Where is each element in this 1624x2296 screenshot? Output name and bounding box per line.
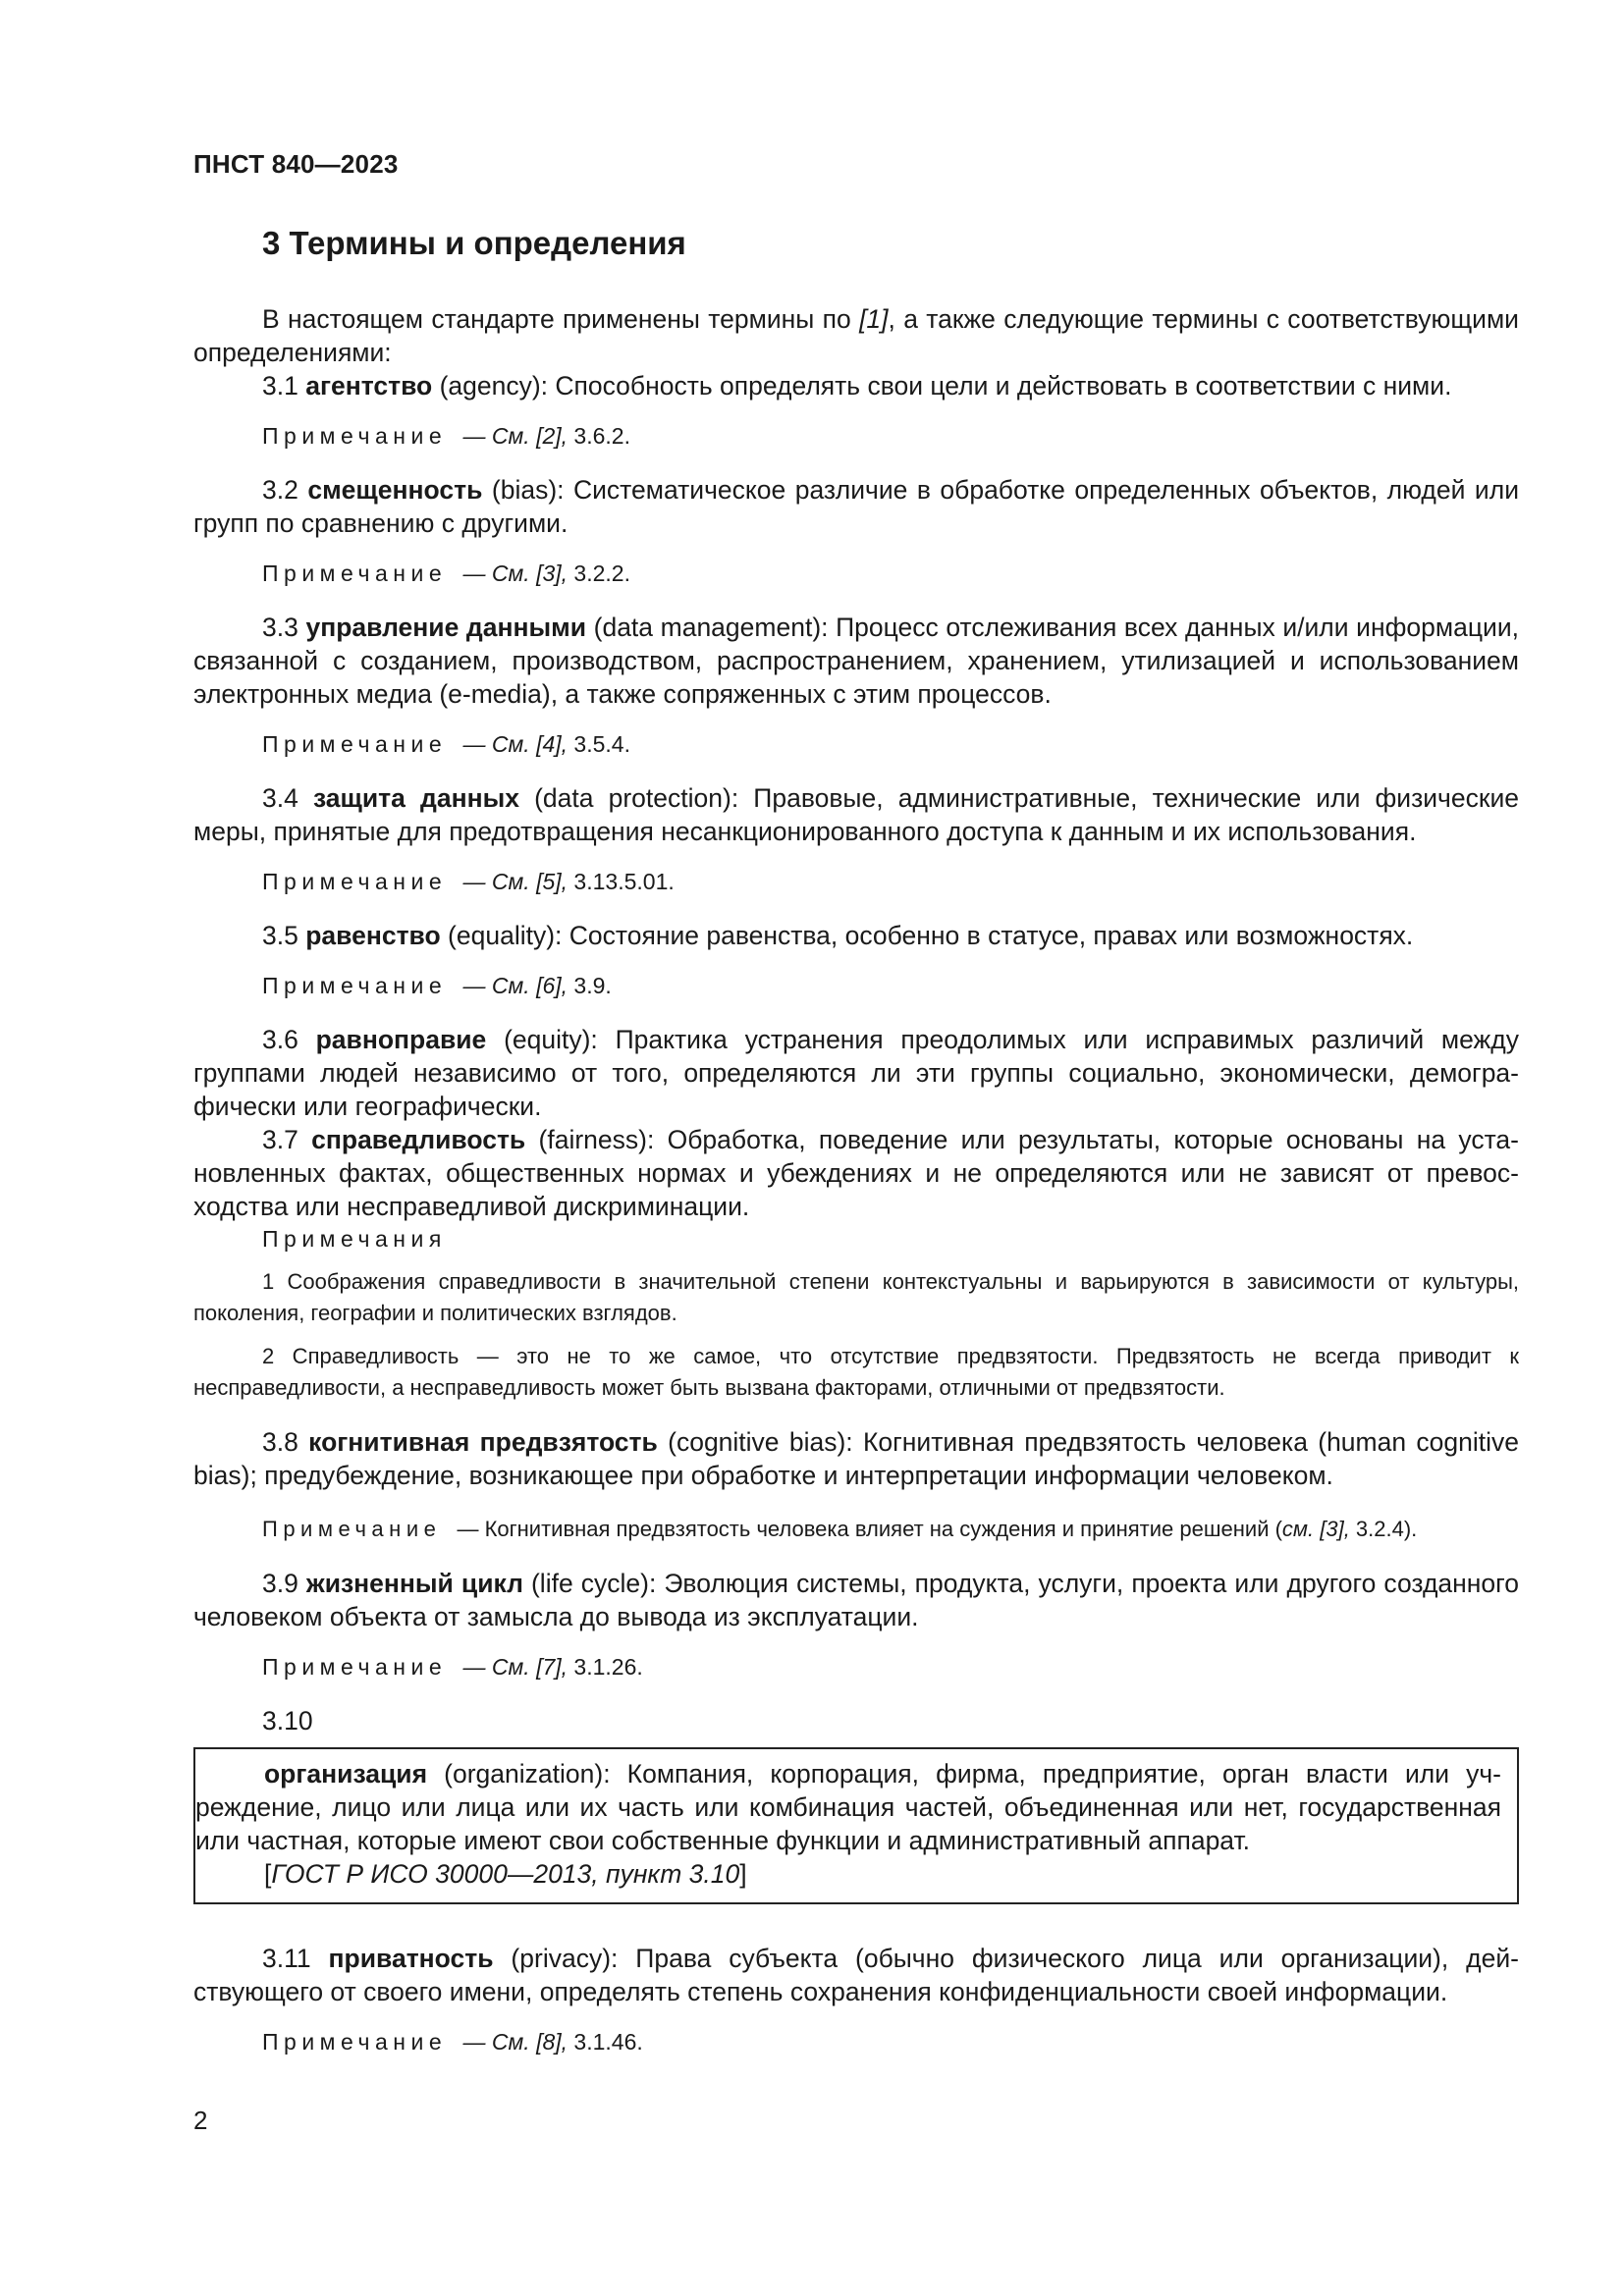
term-3-8: 3.8 когнитивная предвзятость (cognitive bias): Когнитивная предвзятость человека (human cognitive bias); предубеждение, возникающее при обработке и интерпретации информации человеком. [193,1427,1519,1490]
term-3-1: 3.1 агентство (agency): Способность определять свои цели и действовать в соответствии с ними. [262,371,1452,400]
note-3-2: Примечание — См. [3], 3.2.2. [262,561,630,586]
note-3-8: Примечание — Когнитивная предвзятость человека влияет на суждения и принятие решений (см. [3], 3.2.4). [262,1517,1418,1541]
note-3-1: Примечание — См. [2], 3.6.2. [262,423,630,449]
note-3-7-2: 2 Справедливость — это не то же самое, что отсутствие предвзятости. Предвзятость не всегда приводит к несправедливости, а несправедливость может быть вызвана факторами, отличными от предвзятости. [193,1344,1519,1400]
term-3-7: 3.7 справедливость (fairness): Обработка, поведение или результаты, которые основаны на установленных фактах, общественных нормах и убеждениях и не определяются или не зависят от превосходства или несправедливой дискриминации. [193,1125,1519,1221]
section-title: 3 Термины и определения [262,225,686,261]
term-3-10: организация (organization): Компания, корпорация, фирма, предприятие, орган власти или учреждение, лицо или лица или их часть или комбинация частей, объединенная или нет, государственная или частная, которые имеют свои собственные функции и административный аппарат. [195,1759,1501,1855]
note-3-11: Примечание — См. [8], 3.1.46. [262,2029,643,2055]
note-3-3: Примечание — См. [4], 3.5.4. [262,731,630,757]
term-3-10-source: [ГОСТ Р ИСО 30000—2013, пункт 3.10] [264,1859,747,1889]
term-3-11: 3.11 приватность (privacy): Права субъекта (обычно физического лица или организации), действующего от своего имени, определять степень сохранения конфиденциальности своей информации. [193,1944,1519,2006]
note-3-5: Примечание — См. [6], 3.9. [262,973,612,998]
term-3-9: 3.9 жизненный цикл (life cycle): Эволюция системы, продукта, услуги, проекта или другого созданного человеком объекта от замысла до вывода из эксплуатации. [193,1569,1519,1631]
term-3-10-number: 3.10 [262,1706,313,1735]
document-code: ПНСТ 840—2023 [193,149,399,179]
term-3-5: 3.5 равенство (equality): Состояние равенства, особенно в статусе, правах или возможностях. [262,921,1414,950]
notes-3-7-label: Примечания [262,1226,447,1252]
note-3-9: Примечание — См. [7], 3.1.26. [262,1654,643,1680]
intro-ref: [1] [859,304,889,334]
term-3-6: 3.6 равноправие (equity): Практика устранения преодолимых или исправимых различий между группами людей независимо от того, определяются ли эти группы социально, экономически, демографически или географически. [193,1025,1519,1121]
term-3-10-box [193,1747,1519,1904]
intro-paragraph: В настоящем стандарте применены термины по [1], а также следующие термины с соответствующими определениями: [193,304,1519,367]
note-3-7-1: 1 Соображения справедливости в значительной степени контекстуальны и варьируются в зависимости от культуры, поколения, географии и политических взглядов. [193,1269,1519,1325]
page-content [193,224,1519,2057]
term-3-2: 3.2 смещенность (bias): Систематическое различие в обработке определенных объектов, людей или групп по сравнению с другими. [193,475,1519,538]
term-3-3: 3.3 управление данными (data management): Процесс отслеживания всех данных и/или информации, связанной с созданием, производством, распространением, хранением, утилизацией и использованием электронных медиа (e-media), а также сопряженных с этим процессов. [193,613,1519,709]
term-3-4: 3.4 защита данных (data protection): Правовые, административные, технические или физические меры, принятые для предотвращения несанкционированного доступа к данным и их использования. [193,783,1519,846]
note-3-4: Примечание — См. [5], 3.13.5.01. [262,869,675,894]
page-number: 2 [193,2106,208,2135]
